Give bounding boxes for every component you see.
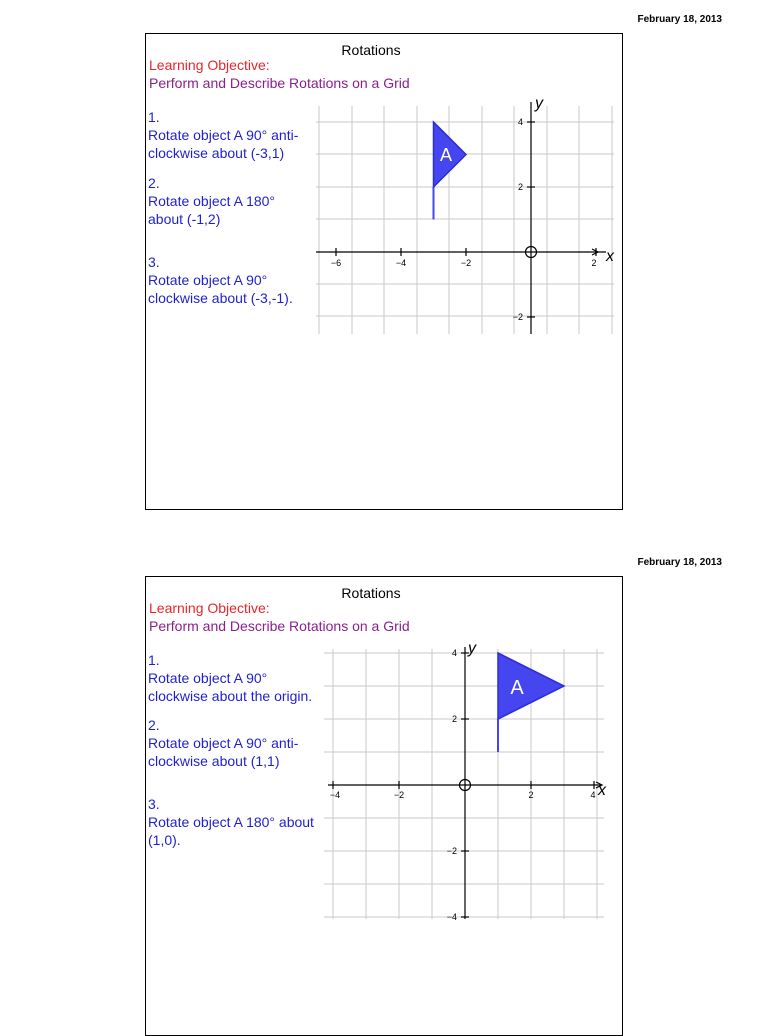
x-tick-label: −2 xyxy=(460,258,472,268)
question-1 xyxy=(148,108,298,162)
question-3 xyxy=(148,253,293,307)
objective-label: Learning Objective: xyxy=(149,57,270,73)
x-tick-label: −6 xyxy=(330,258,342,268)
coordinate-grid xyxy=(324,641,624,931)
question-3 xyxy=(148,795,314,849)
y-tick-label: 4 xyxy=(451,648,457,658)
slide-date: February 18, 2013 xyxy=(637,557,722,568)
axes xyxy=(316,102,606,334)
question-text: Rotate object A 180° about (-1,2) xyxy=(148,193,276,227)
grid-lines xyxy=(316,106,614,334)
x-tick-label: 2 xyxy=(528,790,534,800)
x-tick-label: −2 xyxy=(393,790,405,800)
question-number: 3. xyxy=(148,254,160,270)
y-tick-label: −4 xyxy=(446,912,457,922)
x-tick-label: 2 xyxy=(591,258,597,268)
slide-date: February 18, 2013 xyxy=(637,14,722,25)
x-axis-label: x xyxy=(598,782,606,799)
grid-lines xyxy=(324,649,604,919)
y-tick-label: 2 xyxy=(451,714,457,724)
shape-label: A xyxy=(439,145,453,165)
question-2 xyxy=(148,716,298,770)
x-tick-label: 4 xyxy=(590,790,596,800)
question-text: Rotate object A 90° clockwise about the origin. xyxy=(148,670,313,704)
question-2 xyxy=(148,174,275,228)
shape-a-flag xyxy=(434,122,467,220)
x-axis-label: x xyxy=(606,248,614,265)
x-tick-label: −4 xyxy=(395,258,407,268)
question-text: Rotate object A 90° anti- clockwise about (1,1) xyxy=(148,735,299,769)
slide-title: Rotations xyxy=(341,585,401,601)
y-tick-label: −2 xyxy=(446,846,457,856)
question-text: Rotate object A 180° about (1,0). xyxy=(148,814,314,848)
x-tick-label: −4 xyxy=(329,790,341,800)
question-number: 2. xyxy=(148,175,160,191)
question-number: 1. xyxy=(148,109,160,125)
objective-text: Perform and Describe Rotations on a Grid xyxy=(149,75,410,91)
y-tick-label: 4 xyxy=(517,117,523,127)
objective-label: Learning Objective: xyxy=(149,600,270,616)
y-axis-label: y xyxy=(535,95,543,112)
question-text: Rotate object A 90° anti- clockwise about (-3,1) xyxy=(148,127,299,161)
slide xyxy=(145,33,623,510)
y-tick-label: −2 xyxy=(512,312,523,322)
question-number: 1. xyxy=(148,652,160,668)
slide-title: Rotations xyxy=(341,42,401,58)
question-text: Rotate object A 90° clockwise about (-3,-1). xyxy=(148,272,293,306)
question-1 xyxy=(148,651,312,705)
y-axis-label: y xyxy=(468,640,476,657)
y-tick-label: 2 xyxy=(517,182,523,192)
objective-text: Perform and Describe Rotations on a Grid xyxy=(149,618,410,634)
question-number: 2. xyxy=(148,717,160,733)
shape-label: A xyxy=(510,677,524,699)
coordinate-grid xyxy=(316,94,616,344)
slide xyxy=(145,576,623,1036)
question-number: 3. xyxy=(148,796,160,812)
